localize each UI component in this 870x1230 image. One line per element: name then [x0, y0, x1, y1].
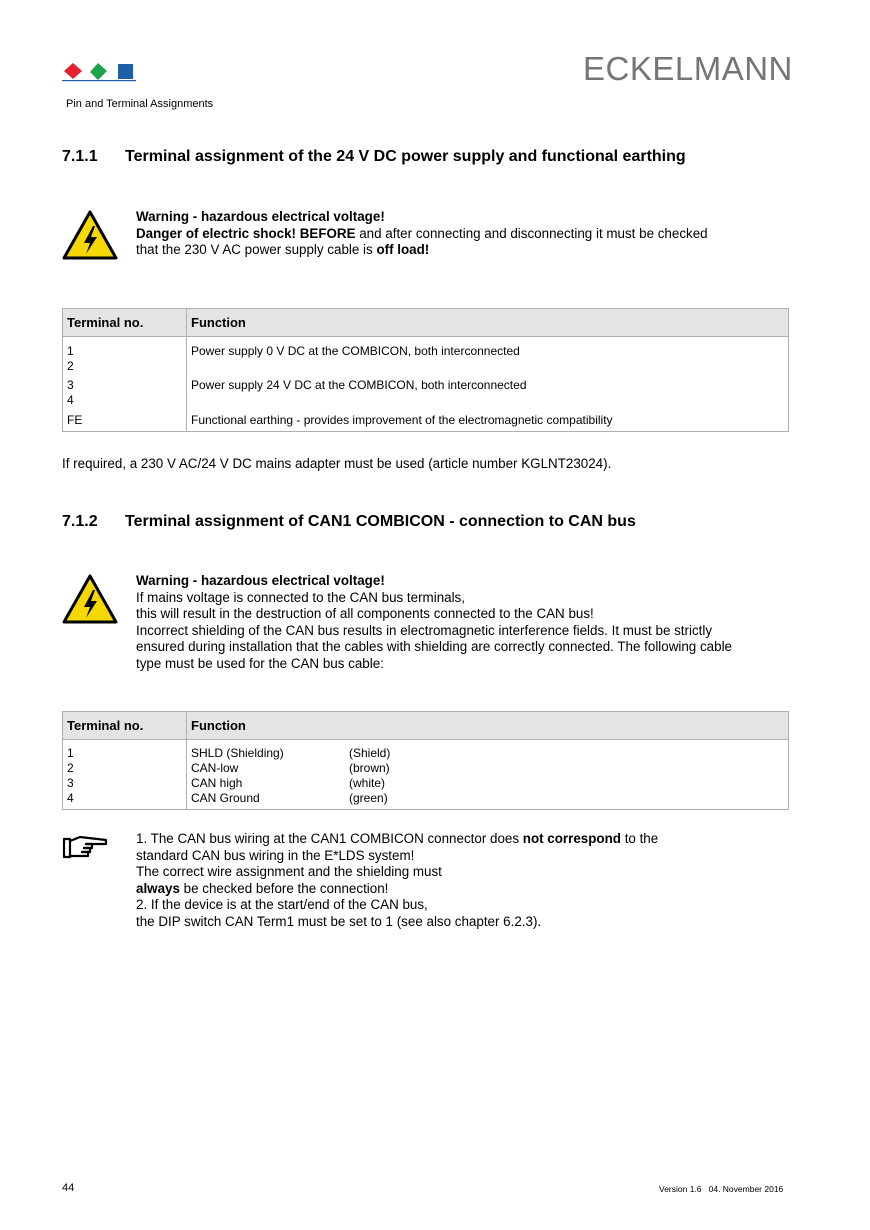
section-title: Terminal assignment of CAN1 COMBICON - connection to CAN bus [125, 513, 636, 530]
adapter-note: If required, a 230 V AC/24 V DC mains adapter must be used (article number KGLNT23024). [62, 456, 612, 471]
hint-line: 2. If the device is at the start/end of the CAN bus, [136, 897, 428, 912]
hint-emphasis: always [136, 880, 180, 896]
section-number: 7.1.2 [62, 513, 98, 530]
column-header-function: Function [191, 718, 246, 733]
high-voltage-warning-icon [62, 210, 118, 260]
function-cell: Power supply 24 V DC at the COMBICON, both interconnected [191, 378, 527, 392]
can-hint-block [136, 831, 776, 930]
version-date: Version 1.6 04. November 2016 [659, 1184, 784, 1194]
wire-color-cell: (Shield) [349, 746, 391, 760]
running-header: Pin and Terminal Assignments [66, 98, 214, 110]
hint-emphasis: not correspond [522, 831, 621, 846]
logo-green-diamond [90, 63, 107, 80]
section-heading-712 [62, 513, 636, 531]
function-cell: Power supply 0 V DC at the COMBICON, both interconnected [191, 344, 520, 358]
table-body [63, 337, 788, 431]
terminal-cell: 2 [67, 761, 74, 775]
logo-underline [62, 80, 136, 81]
hint-line: The correct wire assignment and the shielding must [136, 864, 442, 879]
eckelmann-logo-icon [62, 60, 136, 82]
function-cell: Functional earthing - provides improvement of the electromagnetic compatibility [191, 413, 613, 427]
warning-line: Incorrect shielding of the CAN bus results in electromagnetic interference fields. It must be strictly [136, 622, 713, 638]
warning-line: ensured during installation that the cables with shielding are correctly connected. The following cable [136, 639, 732, 654]
terminal-table-power [62, 308, 789, 432]
hint-text: to the [620, 831, 659, 846]
warning-block-711 [136, 209, 796, 259]
terminal-cell: 1 [67, 746, 74, 760]
pointing-hand-icon [62, 834, 108, 860]
table-body [63, 740, 788, 809]
terminal-table-can [62, 711, 789, 810]
section-number: 7.1.1 [62, 148, 98, 165]
warning-text: and after connecting and disconnecting it must be checked [355, 225, 708, 241]
warning-title: Warning - hazardous electrical voltage! [136, 209, 385, 224]
warning-line: this will result in the destruction of all components connected to the CAN bus! [136, 606, 594, 621]
hint-line: standard CAN bus wiring in the E*LDS system! [136, 847, 415, 863]
warning-text: that the 230 V AC power supply cable is [136, 242, 377, 257]
warning-block-712 [136, 573, 806, 672]
section-title: Terminal assignment of the 24 V DC power supply and functional earthing [125, 148, 686, 165]
hint-text: be checked before the connection! [179, 880, 389, 896]
terminal-cell: 1 2 [67, 344, 74, 373]
terminal-cell: 3 [67, 776, 74, 790]
warning-line: If mains voltage is connected to the CAN bus terminals, [136, 589, 465, 605]
brand-wordmark: ECKELMANN [583, 50, 793, 87]
wire-color-cell: (white) [349, 776, 386, 790]
section-heading-711 [62, 148, 686, 166]
function-cell: CAN Ground [191, 791, 260, 805]
column-header-terminal: Terminal no. [63, 712, 187, 739]
page-number: 44 [62, 1182, 75, 1194]
warning-emphasis: Danger of electric shock! BEFORE [136, 225, 356, 241]
hint-line: the DIP switch CAN Term1 must be set to 1 (see also chapter 6.2.3). [136, 913, 542, 929]
column-header-function: Function [191, 315, 246, 330]
table-header [63, 309, 788, 337]
function-cell: CAN high [191, 776, 243, 790]
logo-blue-square [118, 64, 133, 79]
function-cell: SHLD (Shielding) [191, 746, 284, 760]
wire-color-cell: (brown) [349, 761, 390, 775]
warning-title: Warning - hazardous electrical voltage! [136, 573, 385, 588]
high-voltage-warning-icon [62, 574, 118, 624]
logo-red-diamond [64, 63, 82, 79]
warning-line: type must be used for the CAN bus cable: [136, 655, 384, 671]
terminal-cell: 4 [67, 791, 74, 805]
hint-text: 1. The CAN bus wiring at the CAN1 COMBICON connector does [136, 831, 523, 846]
terminal-cell: 3 4 [67, 378, 74, 407]
warning-emphasis: off load! [376, 242, 430, 257]
table-header [63, 712, 788, 740]
function-cell: CAN-low [191, 761, 239, 775]
terminal-cell: FE [67, 413, 83, 427]
wire-color-cell: (green) [349, 791, 388, 805]
column-header-terminal: Terminal no. [63, 309, 187, 336]
